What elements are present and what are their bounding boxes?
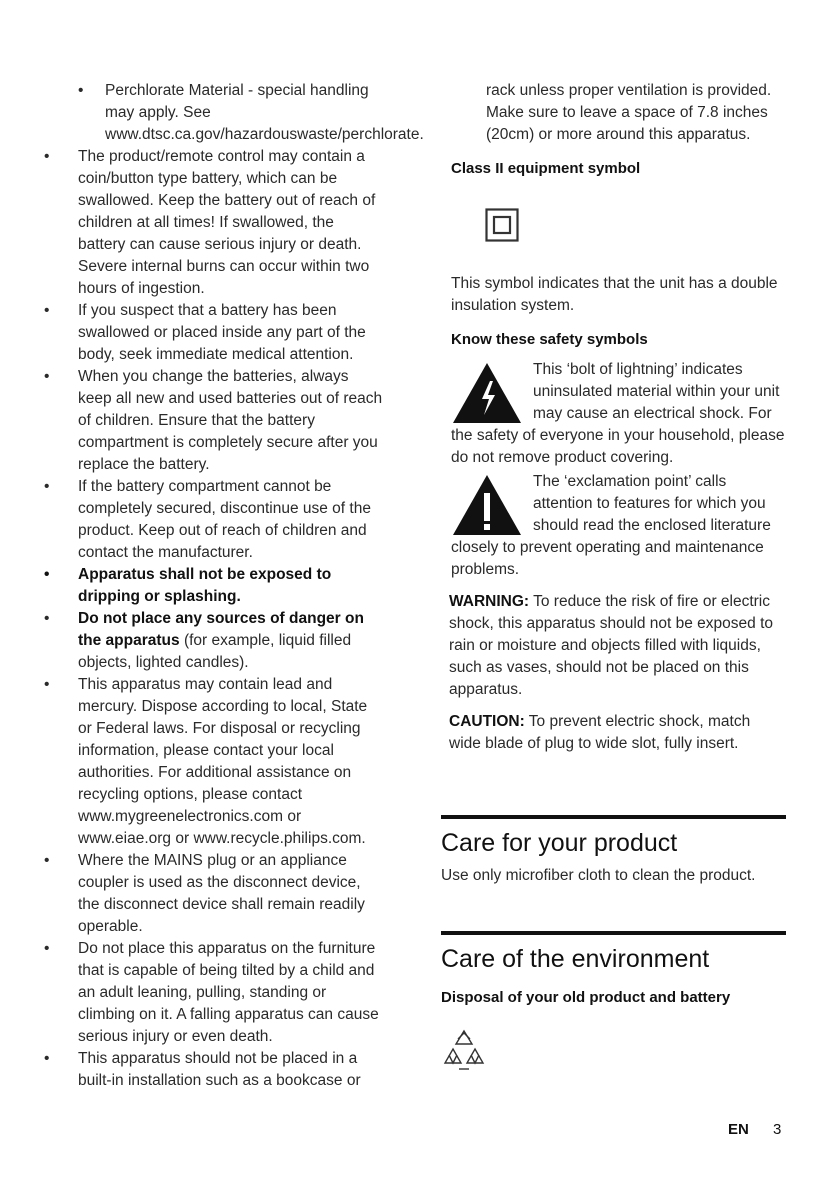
class2-heading: Class II equipment symbol <box>451 160 641 177</box>
danger-rest-text: (for example, liquid filled objects, lighted candles). <box>78 632 352 671</box>
double-square-icon <box>485 208 519 242</box>
left-column <box>40 80 424 1092</box>
page-number: 3 <box>773 1121 782 1138</box>
caution-paragraph <box>441 711 786 755</box>
bullet-dripping: • Apparatus shall not be exposed to dripping or splashing. <box>40 564 385 608</box>
warning-paragraph <box>441 591 786 701</box>
bullet-tilting: • Do not place this apparatus on the furniture that is capable of being tilted by a child and an adult leaning, pulling, standing or climbing on it. A falling apparatus can cause serious injury or even death. <box>40 938 385 1048</box>
bullet-battery-change: • When you change the batteries, always keep all new and used batteries out of reach of children. Ensure that the battery compartment is completely secure after you replace the battery. <box>40 366 385 476</box>
care-product-title: Care for your product <box>441 829 678 857</box>
danger-bold-text: Do not place any sources of danger on the apparatus <box>78 610 364 649</box>
caution-label: CAUTION: <box>449 713 525 730</box>
disposal-heading: Disposal of your old product and battery <box>441 989 731 1006</box>
care-product-section <box>441 815 786 887</box>
care-environment-section <box>441 931 786 1080</box>
sub-bullet-perchlorate: • Perchlorate Material - special handling may apply. See www.dtsc.ca.gov/hazardouswaste/perchlorate. <box>67 80 385 146</box>
warning-label: WARNING: <box>449 593 530 610</box>
warning-text: To reduce the risk of fire or electric shock, this apparatus should not be exposed to rain or moisture and objects filled with liquids, such as vases, should not be placed on this apparatus. <box>449 593 773 698</box>
care-product-text: Use only microfiber cloth to clean the product. <box>441 867 756 884</box>
right-column <box>441 80 786 1080</box>
safety-symbols-heading: Know these safety symbols <box>451 331 648 348</box>
exclaim-symbol-block <box>441 471 786 581</box>
sub-bullet-list <box>67 80 424 146</box>
bullet-lead-mercury: • This apparatus may contain lead and mercury. Dispose according to local, State or Federal laws. For disposal or recycling information, please contact your local authorities. For additional assistance on recycling options, please contact www.mygreenelectronics.com or www.eiae.org or www.recycle.philips.com. <box>40 674 385 850</box>
language-label: EN <box>728 1121 749 1138</box>
exclaim-text: The ‘exclamation point’ calls attention to features for which you should read the enclosed literature closely to prevent operating and maintenance problems. <box>451 473 771 578</box>
lightning-text: This ‘bolt of lightning’ indicates uninsulated material within your unit may cause an electrical shock. For the safety of everyone in your household, please do not remove product covering. <box>451 361 785 466</box>
bullet-built-in: • This apparatus should not be placed in a built-in installation such as a bookcase or <box>40 1048 385 1092</box>
bullet-battery-medical: • If you suspect that a battery has been swallowed or placed inside any part of the body, seek immediate medical attention. <box>40 300 385 366</box>
ventilation-continuation: rack unless proper ventilation is provided. Make sure to leave a space of 7.8 inches (20cm) or more around this apparatus. <box>486 82 772 143</box>
exclamation-warning-icon <box>451 473 523 537</box>
bullet-danger <box>40 608 385 674</box>
bullet-mains-plug: • Where the MAINS plug or an appliance coupler is used as the disconnect device, the disconnect device shall remain readily operable. <box>40 850 385 938</box>
recycle-icon <box>441 1027 487 1073</box>
class2-text: This symbol indicates that the unit has a double insulation system. <box>451 275 778 314</box>
bullet-battery-compartment: • If the battery compartment cannot be completely secured, discontinue use of the product. Keep out of reach of children and contact the manufacturer. <box>40 476 385 564</box>
page-footer <box>728 1119 781 1141</box>
lightning-symbol-block <box>441 359 786 469</box>
lightning-warning-icon <box>451 361 523 425</box>
care-environment-title: Care of the environment <box>441 945 710 973</box>
bullet-list <box>40 146 385 1092</box>
caution-text: To prevent electric shock, match wide blade of plug to wide slot, fully insert. <box>449 713 751 752</box>
bullet-battery-swallow: • The product/remote control may contain a coin/button type battery, which can be swallowed. Keep the battery out of reach of children at all times! If swallowed, the battery can cause serious injury or death. Severe internal burns can occur within two hours of ingestion. <box>40 146 385 300</box>
